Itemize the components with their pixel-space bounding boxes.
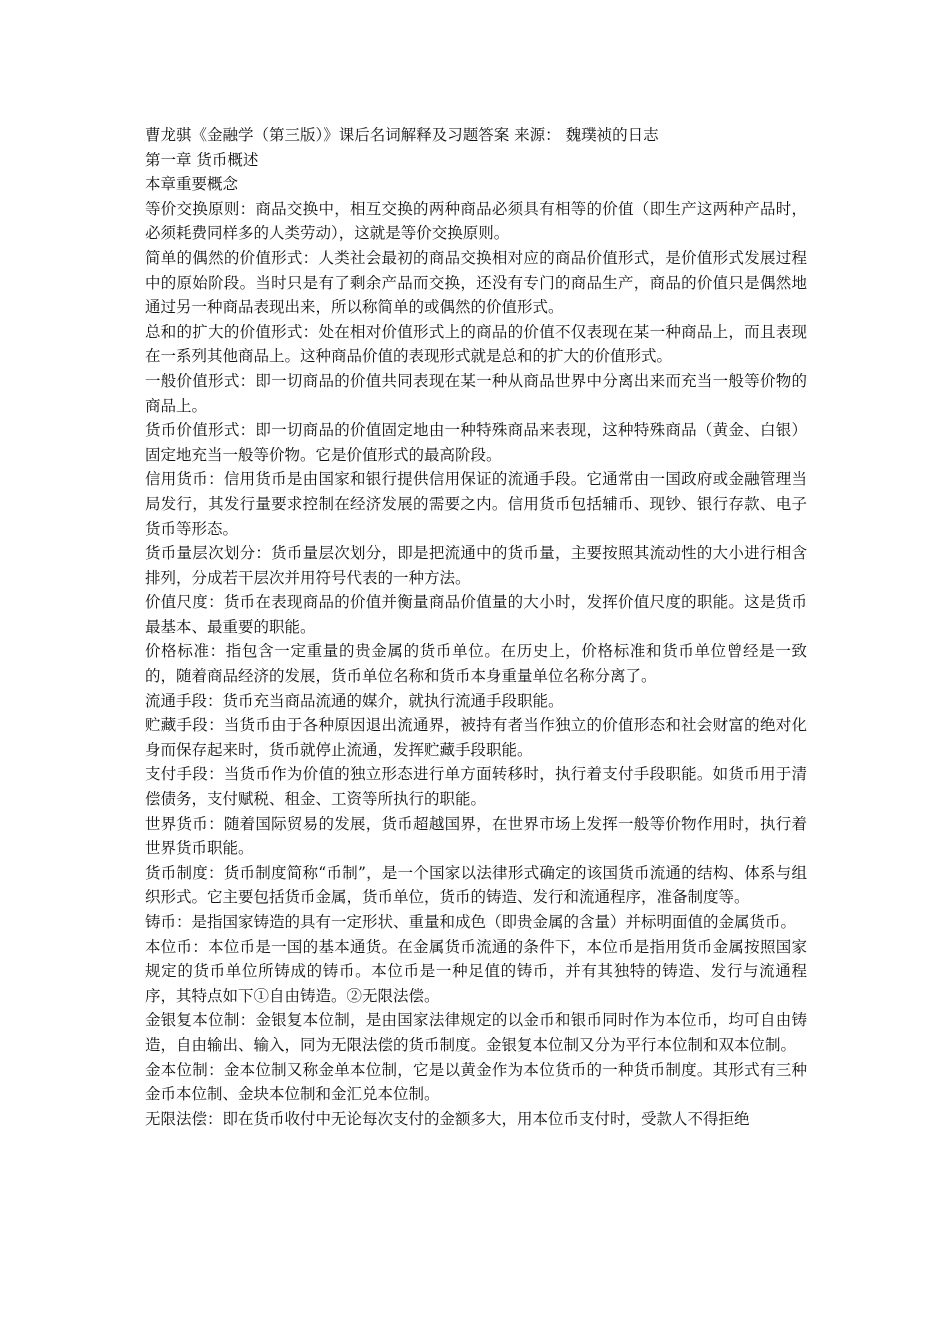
term-paragraph: 一般价值形式：即一切商品的价值共同表现在某一种从商品世界中分离出来而充当一般等价物的商品上。 — [145, 371, 807, 415]
term-paragraph: 支付手段：当货币作为价值的独立形态进行单方面转移时，执行着支付手段职能。如货币用于清偿债务，支付赋税、租金、工资等所执行的职能。 — [145, 765, 807, 809]
section-title: 本章重要概念 — [145, 175, 239, 194]
term-paragraph: 信用货币：信用货币是由国家和银行提供信用保证的流通手段。它通常由一国政府或金融管理当局发行，其发行量要求控制在经济发展的需要之内。信用货币包括辅币、现钞、银行存款、电子货币等形态。 — [145, 470, 807, 538]
term-paragraph: 金本位制：金本位制又称金单本位制，它是以黄金作为本位货币的一种货币制度。其形式有三种金币本位制、金块本位制和金汇兑本位制。 — [145, 1060, 807, 1104]
term-paragraph: 本位币：本位币是一国的基本通货。在金属货币流通的条件下，本位币是指用货币金属按照国家规定的货币单位所铸成的铸币。本位币是一种足值的铸币，并有其独特的铸造、发行与流通程序，其特点如下①自由铸造。②无限法偿。 — [145, 937, 807, 1005]
term-paragraph: 货币量层次划分：货币量层次划分，即是把流通中的货币量，主要按照其流动性的大小进行相含排列，分成若干层次并用符号代表的一种方法。 — [145, 544, 807, 587]
term-paragraph: 流通手段：货币充当商品流通的媒介，就执行流通手段职能。 — [145, 691, 564, 710]
term-paragraph: 价格标准：指包含一定重量的贵金属的货币单位。在历史上，价格标准和货币单位曾经是一致的，随着商品经济的发展，货币单位名称和货币本身重量单位名称分离了。 — [145, 642, 807, 686]
term-paragraph: 总和的扩大的价值形式：处在相对价值形式上的商品的价值不仅表现在某一种商品上，而且表现在一系列其他商品上。这种商品价值的表现形式就是总和的扩大的价值形式。 — [145, 322, 807, 366]
term-paragraph: 简单的偶然的价值形式：人类社会最初的商品交换相对应的商品价值形式，是价值形式发展过程中的原始阶段。当时只是有了剩余产品而交换，还没有专门的商品生产，商品的价值只是偶然地通过另一种商品表现出来，所以称简单的或偶然的价值形式。 — [145, 248, 807, 317]
term-paragraph: 金银复本位制：金银复本位制，是由国家法律规定的以金币和银币同时作为本位币，均可自由铸造，自由输出、输入，同为无限法偿的货币制度。金银复本位制又分为平行本位制和双本位制。 — [145, 1011, 807, 1054]
document-header-line: 曹龙骐《金融学（第三版）》课后名词解释及习题答案 来源： 魏璞祯的日志 — [145, 126, 659, 144]
term-paragraph: 等价交换原则：商品交换中，相互交换的两种商品必须具有相等的价值（即生产这两种产品时，必须耗费同样多的人类劳动），这就是等价交换原则。 — [145, 199, 807, 243]
term-paragraph: 无限法偿：即在货币收付中无论每次支付的金额多大，用本位币支付时，受款人不得拒绝 — [145, 1109, 750, 1128]
document-page — [145, 123, 807, 1131]
term-paragraph: 铸币：是指国家铸造的具有一定形状、重量和成色（即贵金属的含量）并标明面值的金属货币。 — [145, 913, 797, 931]
term-paragraph: 货币价值形式：即一切商品的价值固定地由一种特殊商品来表现，这种特殊商品（黄金、白银）固定地充当一般等价物。它是价值形式的最高阶段。 — [145, 421, 807, 464]
term-paragraph: 世界货币：随着国际贸易的发展，货币超越国界，在世界市场上发挥一般等价物作用时，执行着世界货币职能。 — [145, 814, 807, 858]
term-paragraph: 贮藏手段：当货币由于各种原因退出流通界，被持有者当作独立的价值形态和社会财富的绝对化身而保存起来时，货币就停止流通，发挥贮藏手段职能。 — [145, 716, 807, 759]
term-paragraph: 价值尺度：货币在表现商品的价值并衡量商品价值量的大小时，发挥价值尺度的职能。这是货币最基本、最重要的职能。 — [145, 593, 807, 636]
chapter-title: 第一章 货币概述 — [145, 150, 259, 169]
term-paragraph: 货币制度：货币制度简称“币制”，是一个国家以法律形式确定的该国货币流通的结构、体系与组织形式。它主要包括货币金属，货币单位，货币的铸造、发行和流通程序，准备制度等。 — [145, 863, 807, 907]
